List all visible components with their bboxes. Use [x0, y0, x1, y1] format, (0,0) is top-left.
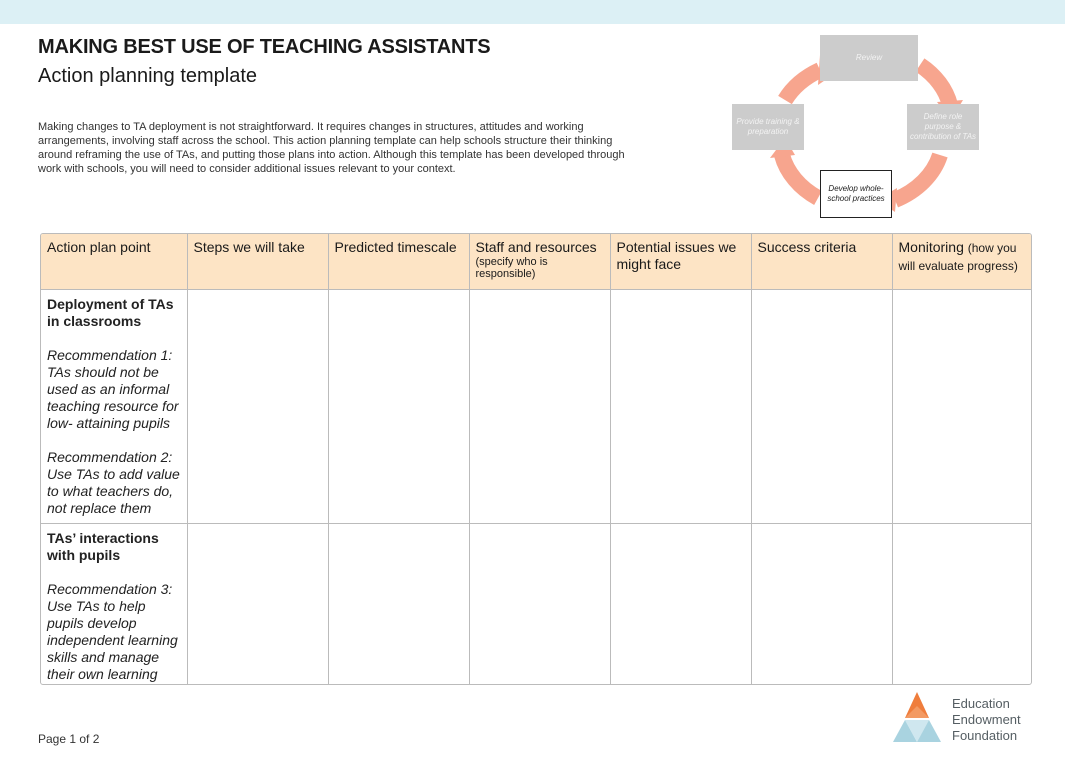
logo-text — [952, 696, 1021, 744]
top-band — [0, 0, 1065, 24]
area-title: Deployment of TAs in classrooms — [47, 295, 174, 329]
cycle-box-provide: Provide training & preparation — [732, 104, 804, 150]
success-cell[interactable] — [751, 523, 892, 685]
issues-cell[interactable] — [610, 289, 751, 523]
page-number: Page 1 of 2 — [38, 732, 100, 746]
arrow-review-to-define — [920, 65, 950, 105]
logo-line: Foundation — [952, 728, 1018, 743]
document-title: MAKING BEST USE OF TEACHING ASSISTANTS — [38, 36, 491, 58]
cycle-box-develop: Develop whole-school practices — [820, 170, 892, 218]
eef-logo-icon — [893, 692, 949, 744]
header-staff-resources — [469, 234, 610, 289]
header-issues: Potential issues we might face — [610, 234, 751, 289]
issues-cell[interactable] — [610, 523, 751, 685]
steps-cell[interactable] — [187, 523, 328, 685]
arrow-provide-to-review — [785, 70, 820, 100]
monitoring-cell[interactable] — [892, 523, 1032, 685]
recommendation-text: Recommendation 3: Use TAs to help pupils develop independent learning skills and manage their own learning — [47, 580, 178, 682]
logo-line: Education — [952, 696, 1010, 711]
cycle-box-review: Review — [820, 35, 918, 81]
header-monitoring-note: (how you will evaluate progress) — [898, 241, 1018, 273]
area-title: TAs’ interactions with pupils — [47, 529, 159, 563]
recommendation-text: Recommendation 2: Use TAs to add value to what teachers do, not replace them — [47, 448, 180, 516]
header-timescale: Predicted timescale — [328, 234, 469, 289]
document-subtitle: Action planning template — [38, 65, 258, 87]
staff-cell[interactable] — [469, 523, 610, 685]
action-point-cell — [41, 289, 187, 523]
action-point-cell — [41, 523, 187, 685]
header-monitoring — [892, 234, 1032, 289]
success-cell[interactable] — [751, 289, 892, 523]
arrow-develop-to-provide — [782, 155, 818, 198]
steps-cell[interactable] — [187, 289, 328, 523]
header-action-plan-point: Action plan point — [41, 234, 187, 289]
monitoring-cell[interactable] — [892, 289, 1032, 523]
header-staff-main: Staff and resources — [475, 239, 597, 255]
cycle-diagram — [725, 30, 995, 225]
table-row — [41, 523, 1032, 685]
intro-paragraph: Making changes to TA deployment is not straightforward. It requires changes in structures, attitudes and working arrangements, involving staff across the school. This action planning template can help schools structure their thinking around reframing the use of TAs, and putting those plans into action. Although this template has been developed through work with schools, you will need to consider additional issues relevant to your context. — [38, 121, 625, 175]
recommendation-text: Recommendation 1: TAs should not be used as an informal teaching resource for low- attaining pupils — [47, 346, 179, 431]
timescale-cell[interactable] — [328, 289, 469, 523]
cycle-box-define: Define role purpose & contribution of TAs — [907, 104, 979, 150]
eef-logo — [893, 692, 1043, 744]
header-success: Success criteria — [751, 234, 892, 289]
table-header-row — [41, 234, 1032, 289]
staff-cell[interactable] — [469, 289, 610, 523]
table-row — [41, 289, 1032, 523]
header-monitoring-main: Monitoring — [898, 239, 964, 255]
header-steps: Steps we will take — [187, 234, 328, 289]
arrow-define-to-develop — [895, 155, 940, 200]
action-plan-table — [40, 233, 1032, 685]
logo-line: Endowment — [952, 712, 1021, 727]
timescale-cell[interactable] — [328, 523, 469, 685]
header-staff-note: (specify who is responsible) — [475, 256, 548, 280]
